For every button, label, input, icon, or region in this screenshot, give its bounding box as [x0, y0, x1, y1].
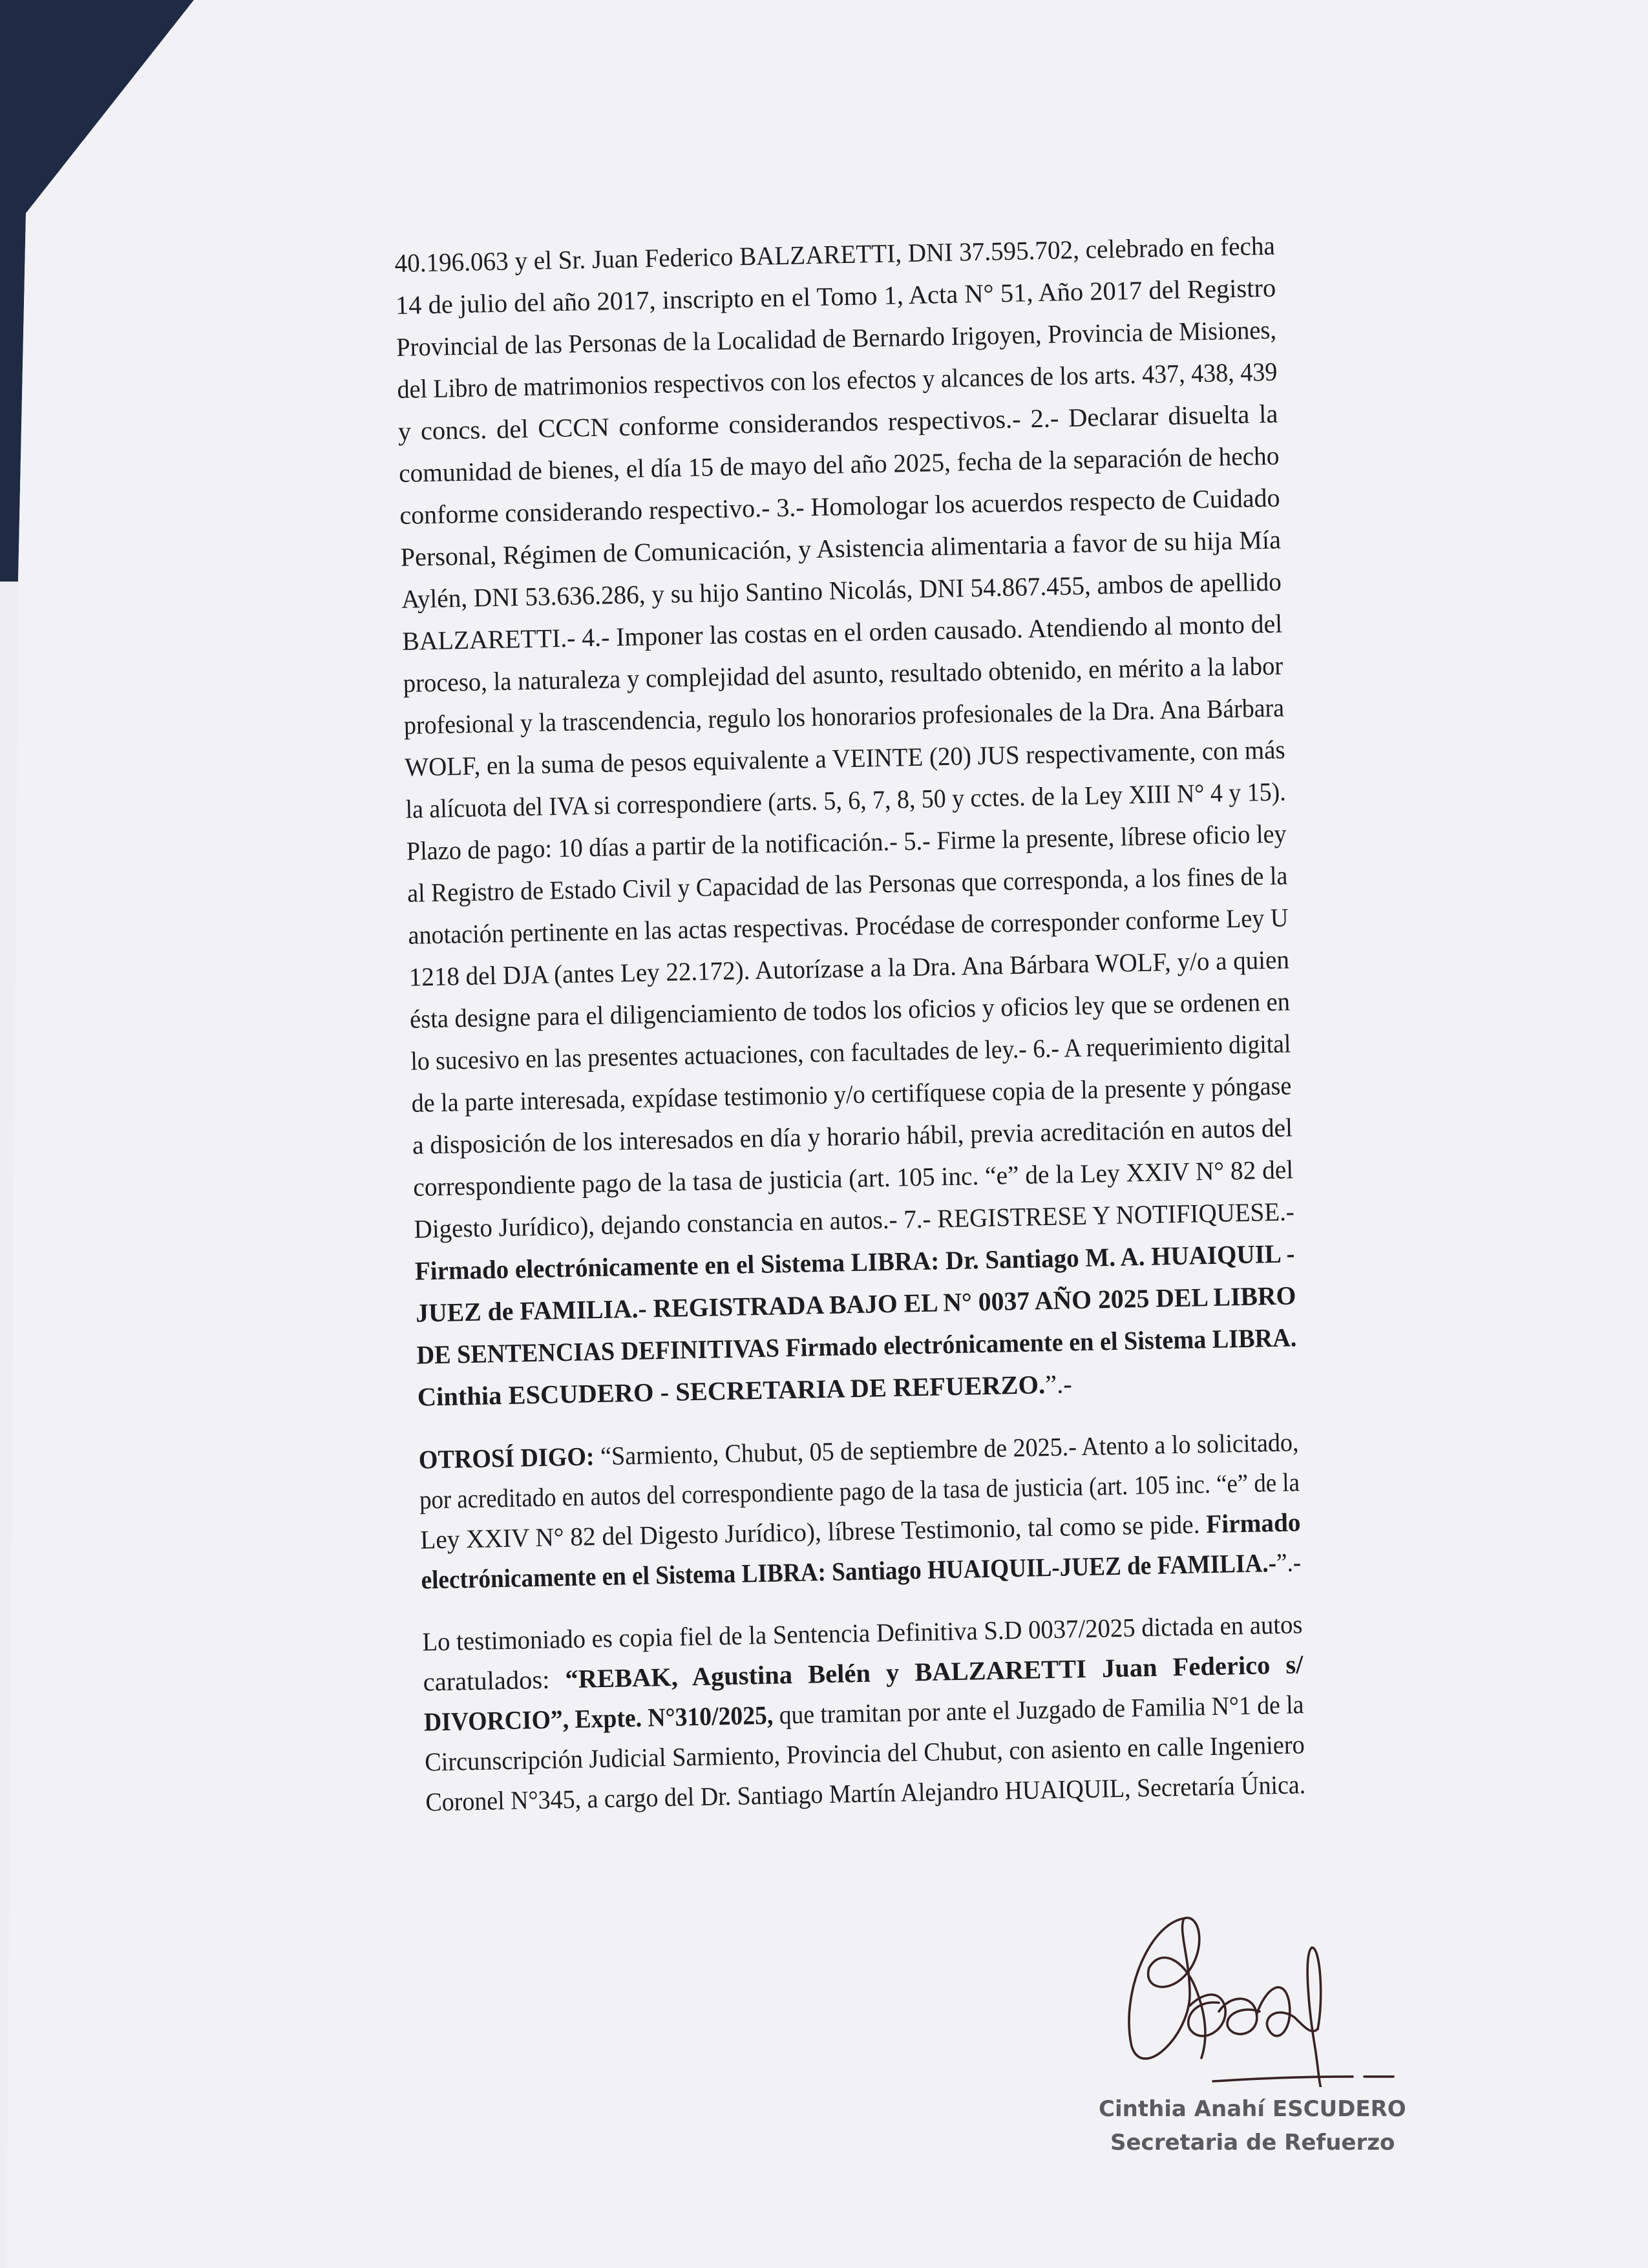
text: BALZARETTI.- 4.- Imponer las costas en el orden causado. Atendiendo al monto del: [401, 609, 1283, 656]
signature: [1092, 1913, 1415, 2087]
text: Ley XXIV N° 82 del Digesto Jurídico), líbrese Testimonio, tal como se pide.: [419, 1509, 1207, 1555]
bold-text: DE SENTENCIAS DEFINITIVAS Firmado electrónicamente en el Sistema LIBRA.: [416, 1323, 1297, 1370]
bold-text: Cinthia ESCUDERO - SECRETARIA DE REFUERZO.: [417, 1370, 1046, 1412]
text: Lo testimoniado es copia fiel de la Sentencia Definitiva S.D 0037/2025 dictada en autos: [422, 1610, 1303, 1657]
text: Plazo de pago: 10 días a partir de la notificación.- 5.- Firme la presente, líbrese oficio ley: [406, 819, 1287, 866]
text: WOLF, en la suma de pesos equivalente a VEINTE (20) JUS respectivamente, con más: [404, 735, 1285, 782]
text: lo sucesivo en las presentes actuaciones, con facultades de ley.- 6.- A requerimiento digital: [410, 1029, 1291, 1076]
text: a disposición de los interesados en día y horario hábil, previa acreditación en autos del: [412, 1113, 1293, 1160]
text: Coronel N°345, a cargo del Dr. Santiago Martín Alejandro HUAIQUIL, Secretaría Única.: [425, 1770, 1306, 1817]
paragraph: [422, 1604, 1306, 1822]
text: por acreditado en autos del correspondiente pago de la tasa de justicia (art. 105 inc. “e” de la: [419, 1467, 1300, 1515]
document-body: [394, 225, 1306, 1845]
paragraph: [394, 225, 1298, 1418]
text: anotación pertinente en las actas respectivas. Procédase de corresponder conforme Ley U: [408, 903, 1289, 950]
text: y concs. del CCCN conforme considerandos respectivos.- 2.- Declarar disuelta la: [397, 399, 1278, 446]
paragraph: [418, 1422, 1302, 1600]
text: 14 de julio del año 2017, inscripto en el Tomo 1, Acta N° 51, Año 2017 del Registro: [395, 273, 1276, 320]
text: conforme considerando respectivo.- 3.- Homologar los acuerdos respecto de Cuidado: [399, 483, 1280, 530]
bold-text: Firmado electrónicamente en el Sistema LIBRA: Dr. Santiago M. A. HUAIQUIL -: [414, 1239, 1295, 1286]
text: Digesto Jurídico), dejando constancia en autos.- 7.- REGISTRESE Y NOTIFIQUESE.-: [414, 1197, 1295, 1244]
text: Personal, Régimen de Comunicación, y Asistencia alimentaria a favor de su hija Mía: [400, 525, 1282, 572]
bold-text: electrónicamente en el Sistema LIBRA: Santiago HUAIQUIL-JUEZ de FAMILIA.-: [421, 1548, 1277, 1595]
text: 40.196.063 y el Sr. Juan Federico BALZARETTI, DNI 37.595.702, celebrado en fecha: [394, 231, 1276, 278]
bold-text: “REBAK, Agustina Belén y BALZARETTI Juan Federico s/: [565, 1650, 1304, 1694]
text: al Registro de Estado Civil y Capacidad de las Personas que corresponda, a los fines de la: [407, 861, 1288, 908]
text: la alícuota del IVA si correspondiere (arts. 5, 6, 7, 8, 50 y cctes. de la Ley XIII N° 4 y 15).: [405, 777, 1287, 824]
bold-text: Firmado: [1205, 1507, 1301, 1539]
text: Circunscripción Judicial Sarmiento, Provincia del Chubut, con asiento en calle Ingeniero: [424, 1730, 1305, 1777]
text: Aylén, DNI 53.636.286, y su hijo Santino Nicolás, DNI 54.867.455, ambos de apellido: [401, 567, 1282, 614]
text: caratulados:: [423, 1664, 565, 1697]
bold-text: JUEZ de FAMILIA.- REGISTRADA BAJO EL N° 0037 AÑO 2025 DEL LIBRO: [415, 1281, 1296, 1328]
text: comunidad de bienes, el día 15 de mayo del año 2025, fecha de la separación de hecho: [398, 441, 1280, 488]
text: 1218 del DJA (antes Ley 22.172). Autorízase a la Dra. Ana Bárbara WOLF, y/o a quien: [408, 945, 1290, 992]
text: que tramitan por ante el Juzgado de Familia N°1 de la: [772, 1690, 1304, 1730]
text: profesional y la trascendencia, regulo los honorarios profesionales de la Dra. Ana Bárbara: [403, 693, 1285, 740]
text: del Libro de matrimonios respectivos con los efectos y alcances de los arts. 437, 438, 439: [397, 357, 1278, 404]
text: ”.-: [1044, 1369, 1073, 1400]
bold-text: DIVORCIO”, Expte. N°310/2025,: [423, 1700, 774, 1737]
stamp-role: Secretaria de Refuerzo: [1110, 2130, 1395, 2156]
text: correspondiente pago de la tasa de justicia (art. 105 inc. “e” de la Ley XXIV N° 82 del: [412, 1155, 1294, 1202]
text: ésta designe para el diligenciamiento de todos los oficios y oficios ley que se ordenen en: [409, 987, 1291, 1034]
stamp-name: Cinthia Anahí ESCUDERO: [1099, 2096, 1406, 2122]
text: proceso, la naturaleza y complejidad del asunto, resultado obtenido, en mérito a la labor: [403, 651, 1284, 698]
text: de la parte interesada, expídase testimonio y/o certifíquese copia de la presente y póngase: [411, 1071, 1292, 1118]
bold-text: OTROSÍ DIGO:: [418, 1442, 595, 1475]
text: Provincial de las Personas de la Localidad de Bernardo Irigoyen, Provincia de Misiones,: [396, 315, 1277, 362]
text: “Sarmiento, Chubut, 05 de septiembre de 2025.- Atento a lo solicitado,: [594, 1427, 1299, 1471]
signature-stamp: [1099, 2092, 1406, 2159]
text: ”.-: [1276, 1548, 1302, 1578]
